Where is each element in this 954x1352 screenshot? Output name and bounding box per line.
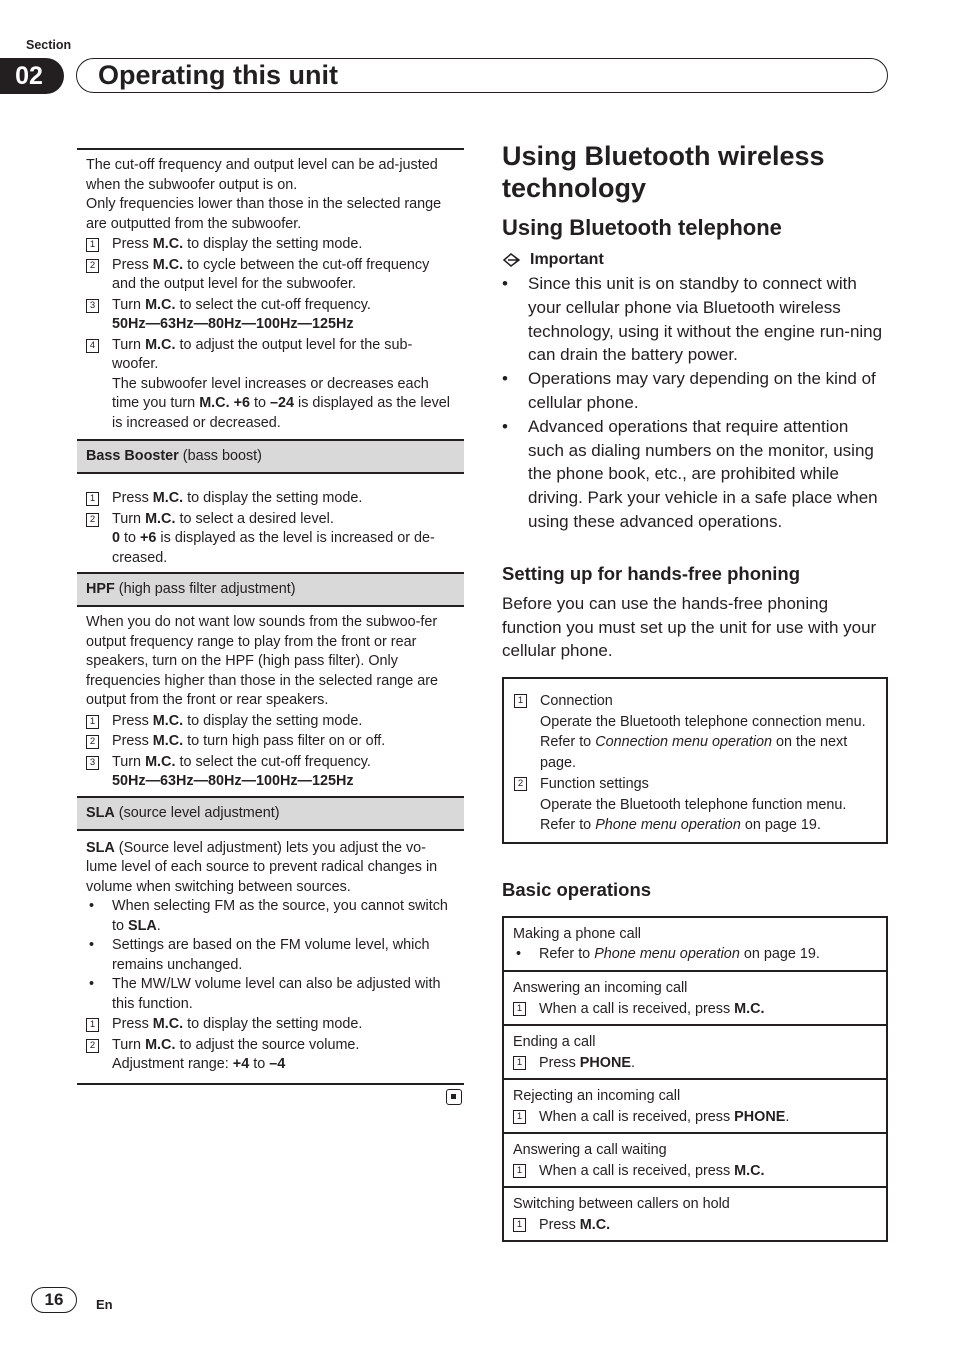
page-title: Operating this unit xyxy=(98,60,338,90)
step-number: 1 xyxy=(513,1164,526,1178)
list-item xyxy=(86,897,455,936)
step-text: When a call is received, press xyxy=(539,1000,735,1017)
operation-row xyxy=(504,1132,886,1186)
section-number: 02 xyxy=(0,58,64,94)
cross-reference: Phone menu operation xyxy=(594,945,740,962)
setting-name: SLA xyxy=(86,804,115,821)
value-label: +6 xyxy=(233,395,250,411)
step xyxy=(513,1161,877,1181)
step xyxy=(86,235,456,255)
key-label: M.C. xyxy=(145,1036,176,1053)
bass-booster-block xyxy=(77,474,464,572)
step-text: Turn xyxy=(112,510,146,527)
operation-row xyxy=(504,1024,886,1078)
step-text: Press xyxy=(112,236,153,252)
step-text: When a call is received, press xyxy=(539,1162,735,1179)
step xyxy=(513,999,877,1019)
step-number: 1 xyxy=(86,715,99,729)
key-label: M.C. xyxy=(145,296,176,313)
step-number: 2 xyxy=(86,513,99,527)
step-text: When a call is received, press xyxy=(539,1108,735,1125)
step-text: Turn xyxy=(112,336,146,353)
step-text: to adjust the source volume. xyxy=(175,1036,360,1053)
operation-title: Rejecting an incoming call xyxy=(513,1087,681,1104)
step-text: to cycle between the cut-off frequency and the output level for the subwoofer. xyxy=(112,256,430,292)
value-label: 0 xyxy=(112,530,121,546)
step-text: Press xyxy=(112,733,153,749)
step-text: Press xyxy=(112,712,153,729)
value-label: –4 xyxy=(269,1056,286,1072)
step-text: is displayed as the level is increased or de-creased. xyxy=(112,530,435,566)
step xyxy=(86,489,455,509)
step-note: is displayed as the level is increased or decreased. xyxy=(112,395,451,431)
key-label: M.C. xyxy=(199,395,230,411)
list-item: • The MW/LW volume level can also be adjusted with this function. xyxy=(86,975,455,1014)
key-label: M.C. xyxy=(145,510,176,527)
operation-title: Answering an incoming call xyxy=(513,979,688,996)
language-label: En xyxy=(96,1297,113,1312)
subwoofer-settings-block xyxy=(77,148,464,439)
step-text: Turn xyxy=(112,1036,146,1053)
key-label: PHONE xyxy=(734,1108,786,1125)
step-text: Press xyxy=(539,1054,580,1071)
step-text: to select a desired level. xyxy=(175,510,334,527)
step-text: . xyxy=(630,1054,635,1071)
subwoofer-intro-1: The cut-off frequency and output level can be ad-justed when the subwoofer output is on. xyxy=(86,157,438,193)
step-text: to adjust the output level for the sub-woofer. xyxy=(112,336,413,372)
step-note: to xyxy=(250,395,270,411)
step xyxy=(514,691,876,773)
end-of-section-icon xyxy=(446,1089,462,1105)
key-label: PHONE xyxy=(579,1054,631,1071)
step xyxy=(514,774,876,836)
operation-row xyxy=(504,970,886,1024)
key-label: M.C. xyxy=(579,1216,611,1233)
step-number: 2 xyxy=(514,777,527,791)
operation-title: Switching between callers on hold xyxy=(513,1195,730,1212)
step-number: 1 xyxy=(86,492,99,506)
step-number: 2 xyxy=(86,1039,99,1053)
step xyxy=(513,1053,877,1073)
step-text: to display the setting mode. xyxy=(183,1016,363,1032)
page-number: 16 xyxy=(31,1287,77,1313)
hpf-intro: When you do not want low sounds from the subwoo-fer output frequency range to play from the front or rear speakers, turn on the HPF (high pass filter). Only frequencies higher than those in the selected range are output from the front or rear speakers. xyxy=(86,614,439,708)
step-text: to display the setting mode. xyxy=(183,236,363,252)
step-number: 1 xyxy=(513,1110,526,1124)
step-number: 2 xyxy=(86,735,99,749)
bullet-text: . xyxy=(156,917,161,934)
step xyxy=(86,1036,455,1075)
step-text: Operate the Bluetooth telephone connection menu. Refer to xyxy=(540,713,866,751)
step-number: 4 xyxy=(86,339,99,353)
step-text: to display the setting mode. xyxy=(183,712,363,729)
step xyxy=(513,1107,877,1127)
important-label: Important xyxy=(530,251,604,268)
key-label: M.C. xyxy=(145,753,176,770)
operation-row xyxy=(504,918,886,970)
key-label: M.C. xyxy=(145,336,176,353)
setting-desc: (source level adjustment) xyxy=(114,804,280,821)
frequency-values: 50Hz—63Hz—80Hz—100Hz—125Hz xyxy=(112,773,354,789)
cross-reference: Phone menu operation xyxy=(595,817,741,834)
step xyxy=(86,296,456,335)
subheading: Using Bluetooth telephone xyxy=(502,215,782,240)
setup-heading: Setting up for hands-free phoning xyxy=(502,562,801,584)
step-text: Operate the Bluetooth telephone function menu. Refer to xyxy=(540,796,847,834)
step-text: . xyxy=(785,1108,790,1125)
key-label: M.C. xyxy=(152,256,184,273)
key-label: M.C. xyxy=(152,712,184,729)
hpf-header xyxy=(77,572,464,607)
setup-text: Before you can use the hands-free phoning function you must set up the unit for use with your cellular phone. xyxy=(502,593,877,661)
step-title: Connection xyxy=(540,693,613,710)
step-number: 1 xyxy=(86,1018,99,1032)
step-text: Turn xyxy=(112,296,146,313)
step-number: 1 xyxy=(513,1056,526,1070)
key-label: SLA xyxy=(86,839,115,856)
step-number: 1 xyxy=(514,694,527,708)
step-text: on the next page. xyxy=(540,734,848,771)
step xyxy=(86,753,455,792)
step-text: Press xyxy=(112,490,153,506)
step xyxy=(86,256,456,295)
bass-booster-header xyxy=(77,439,464,474)
step-title: Function settings xyxy=(540,776,649,793)
step-number: 1 xyxy=(513,1002,526,1016)
step-number: 3 xyxy=(86,299,99,313)
step-text: Adjustment range: xyxy=(112,1056,233,1072)
setting-desc: (bass boost) xyxy=(178,448,262,464)
subwoofer-intro-2: Only frequencies lower than those in the selected range are outputted from the subwoofer. xyxy=(86,196,442,232)
main-heading: Using Bluetooth wireless technology xyxy=(502,141,825,203)
step xyxy=(86,732,455,752)
step-number: 1 xyxy=(86,238,99,252)
cross-reference: Connection menu operation xyxy=(595,734,773,751)
step xyxy=(86,1015,455,1035)
bullet-text: Refer to xyxy=(539,945,595,962)
frequency-values: 50Hz—63Hz—80Hz—100Hz—125Hz xyxy=(112,316,354,332)
step xyxy=(513,1215,877,1235)
bullet-text: on page 19. xyxy=(739,945,820,962)
step-text: to select the cut-off frequency. xyxy=(175,296,371,313)
bullet-text: When selecting FM as the source, you cannot switch to xyxy=(112,898,448,934)
important-note xyxy=(502,248,888,272)
step-text: to xyxy=(120,530,141,546)
step-text: to xyxy=(249,1056,270,1072)
right-column xyxy=(502,140,888,1242)
setting-name: HPF xyxy=(86,581,115,597)
basic-operations-table xyxy=(502,916,888,1242)
key-label: M.C. xyxy=(152,490,184,506)
setting-desc: (high pass filter adjustment) xyxy=(114,581,296,597)
step-text: to display the setting mode. xyxy=(183,490,363,506)
operation-title: Making a phone call xyxy=(513,925,641,942)
key-label: M.C. xyxy=(734,1162,765,1179)
step-text: Press xyxy=(539,1216,580,1233)
key-label: M.C. xyxy=(734,1000,765,1017)
step-text: on page 19. xyxy=(740,817,821,834)
important-icon xyxy=(502,252,522,268)
operation-title: Answering a call waiting xyxy=(513,1141,667,1158)
operation-title: Ending a call xyxy=(513,1033,596,1050)
setup-steps-box xyxy=(502,677,888,844)
step xyxy=(86,712,455,732)
list-item: • Operations may vary depending on the kind of cellular phone. xyxy=(502,367,888,415)
operation-row xyxy=(504,1186,886,1240)
value-label: –24 xyxy=(270,395,295,411)
step xyxy=(86,336,456,434)
section-label: Section xyxy=(26,38,72,52)
setting-name: Bass Booster xyxy=(86,448,179,464)
value-label: +6 xyxy=(140,530,157,546)
list-item: • Advanced operations that require attention such as dialing numbers on the monitor, using the phone book, etc., are prohibited while driving. Park your vehicle in a safe place when using these advanced operations. xyxy=(502,415,888,534)
step xyxy=(86,510,455,569)
step-text: Press xyxy=(112,256,153,273)
sla-intro xyxy=(86,839,455,898)
step-number: 1 xyxy=(513,1218,526,1232)
key-label: M.C. xyxy=(152,1016,184,1032)
step-text: Turn xyxy=(112,753,146,770)
key-label: M.C. xyxy=(152,733,184,749)
list-item xyxy=(513,944,877,964)
step-note: The subwoofer level increases or decreases each time you turn xyxy=(112,375,429,411)
basic-operations-heading: Basic operations xyxy=(502,878,652,900)
step-text: to select the cut-off frequency. xyxy=(175,753,371,770)
left-column xyxy=(77,148,464,1085)
operation-row xyxy=(504,1078,886,1132)
key-label: M.C. xyxy=(152,236,184,252)
sla-intro-text: (Source level adjustment) lets you adjust the vo-lume level of each source to prevent radical changes in volume when switching between sources. xyxy=(86,839,438,895)
hpf-block xyxy=(77,607,464,796)
sla-block xyxy=(77,831,464,1085)
step-number: 3 xyxy=(86,756,99,770)
step-text: to turn high pass filter on or off. xyxy=(183,733,386,749)
step-text: Press xyxy=(112,1016,153,1032)
key-label: SLA xyxy=(128,917,157,934)
step-number: 2 xyxy=(86,259,99,273)
list-item: • Settings are based on the FM volume level, which remains unchanged. xyxy=(86,936,455,975)
sla-header xyxy=(77,796,464,831)
list-item: • Since this unit is on standby to connect with your cellular phone via Bluetooth wireless technology, using it without the engine run-ning can drain the battery power. xyxy=(502,272,888,367)
value-label: +4 xyxy=(232,1056,250,1072)
